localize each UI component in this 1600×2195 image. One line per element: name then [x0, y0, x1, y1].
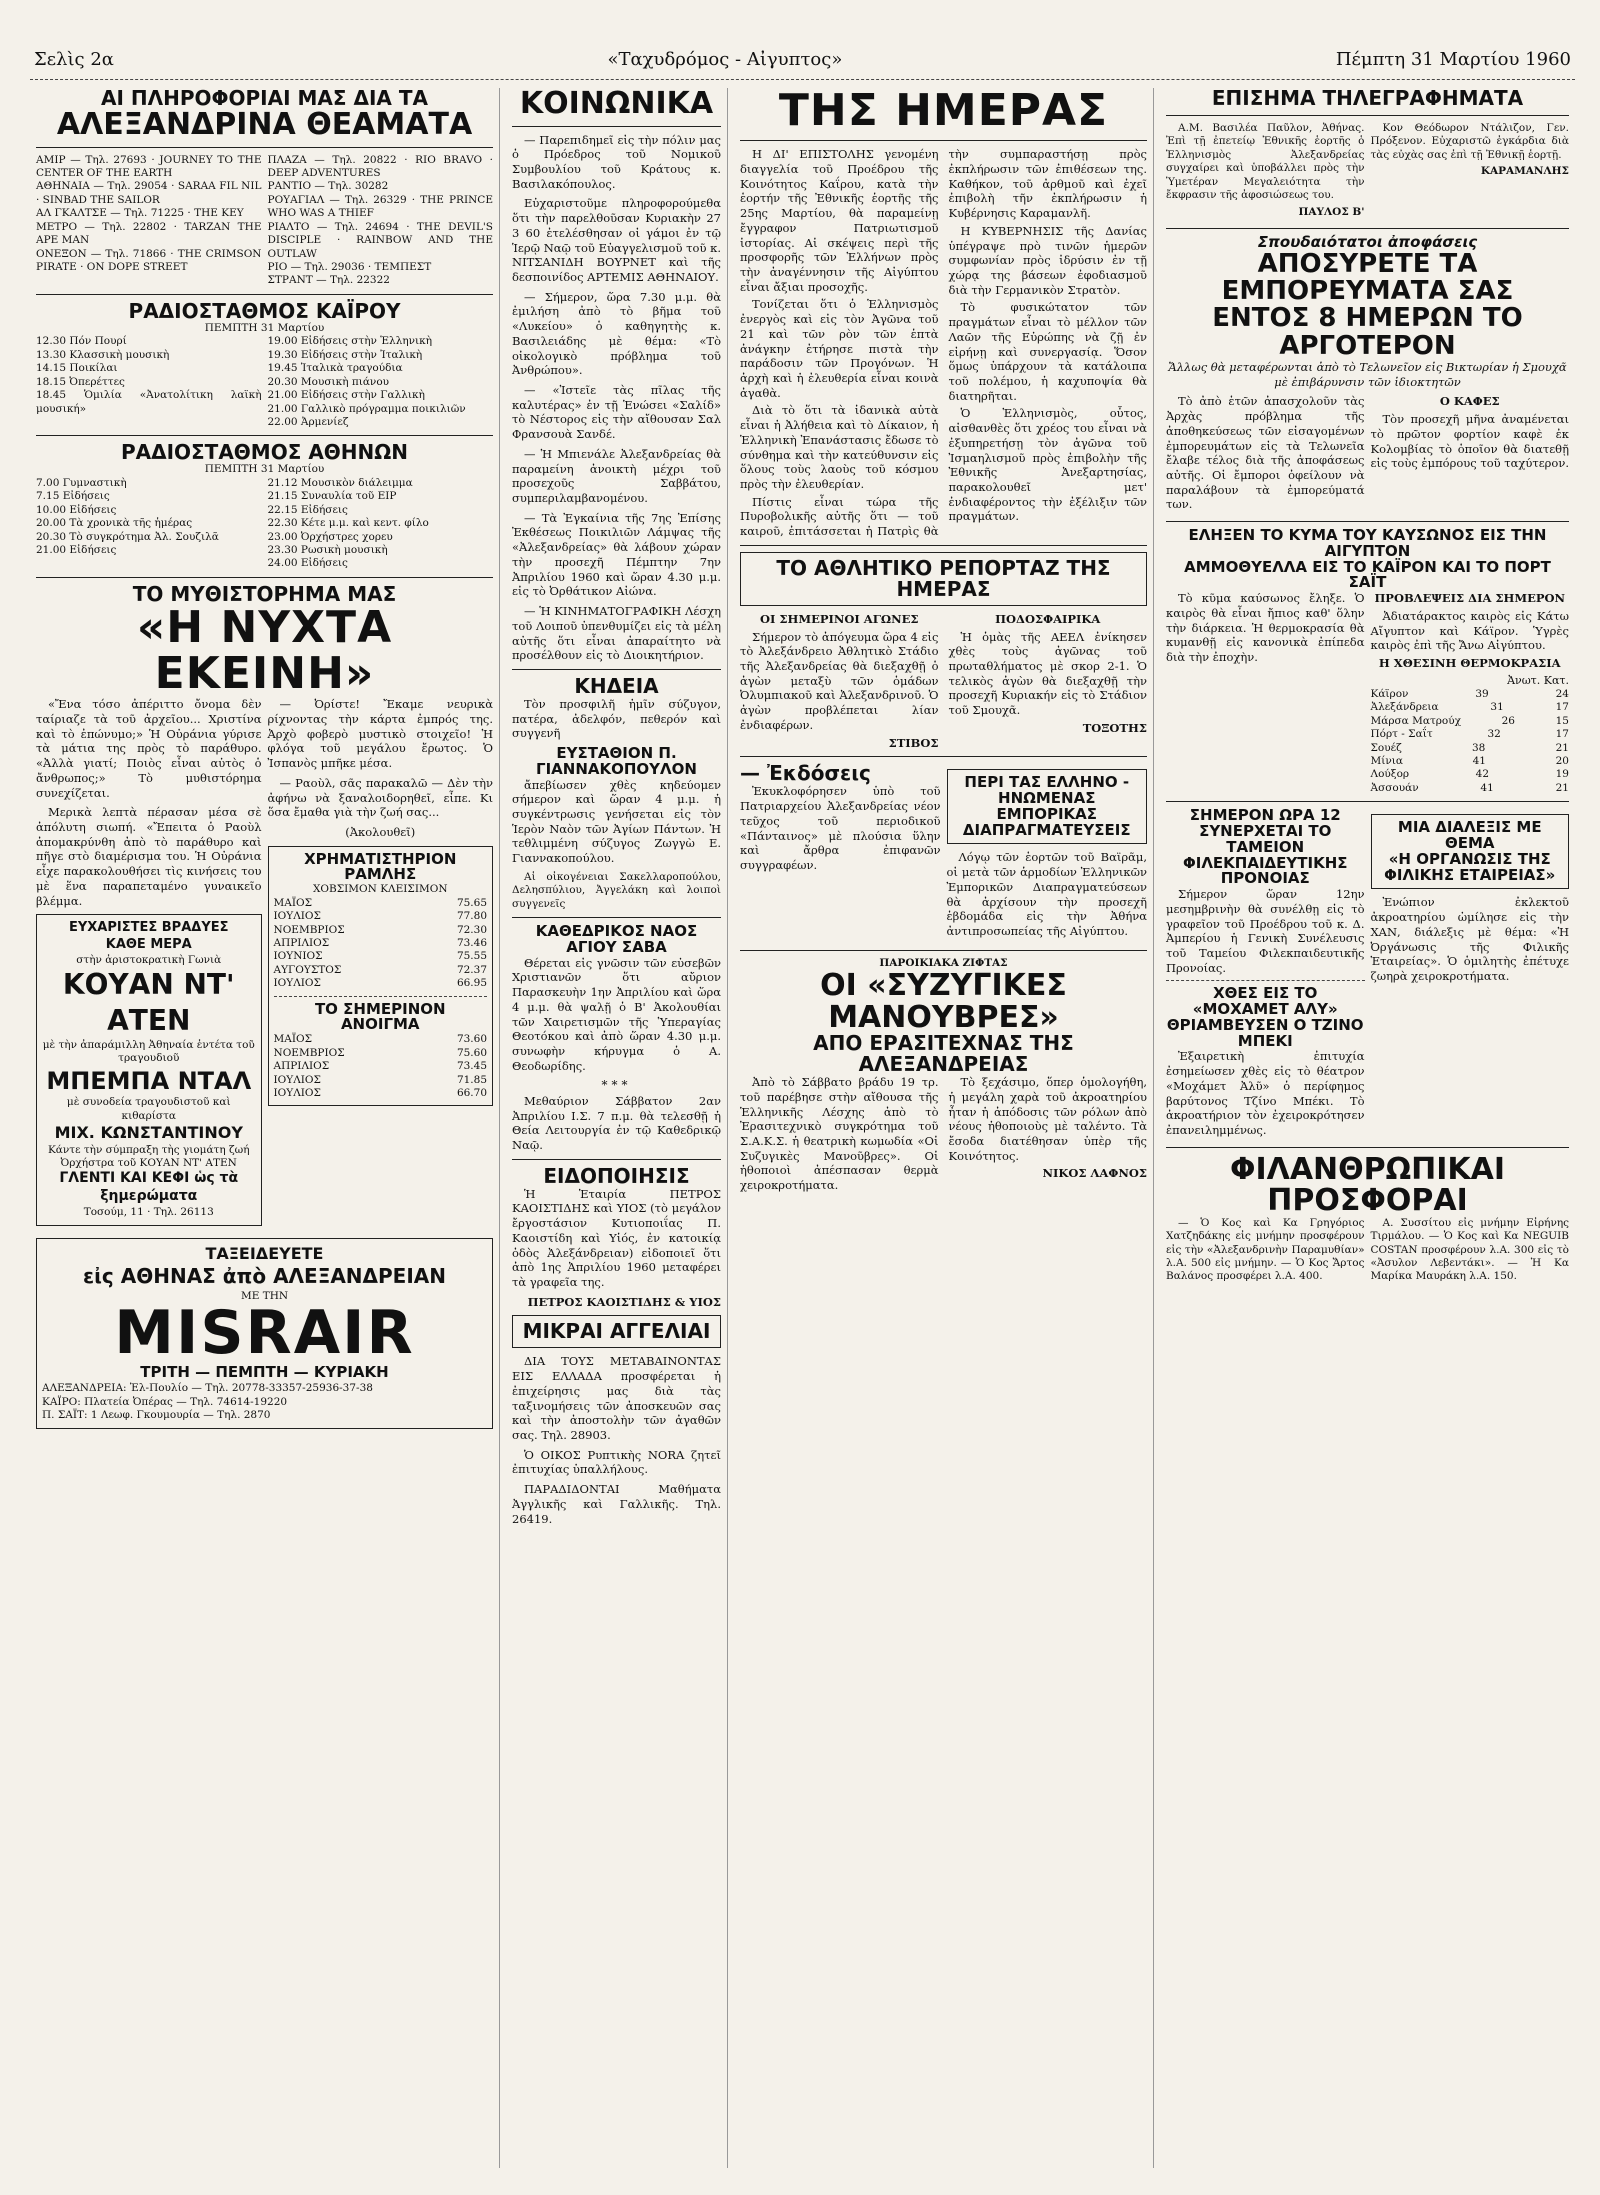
- table-row: [1371, 701, 1570, 714]
- novel-title: «Η ΝΥΧΤΑ ΕΚΕΙΝΗ»: [136, 601, 393, 700]
- table-cell: 75.55: [456, 950, 487, 963]
- table-cell: 73.60: [456, 1033, 487, 1046]
- publications-title: — Ἐκδόσεις: [740, 761, 871, 786]
- column-entertainment: [30, 88, 500, 2168]
- editorial-title: ΤΗΣ ΗΜΕΡΑΣ: [778, 88, 1109, 136]
- ad-line: ΜΕ ΤΗΝ: [240, 1289, 289, 1302]
- table-cell: Πόρτ - Σαΐτ: [1370, 728, 1433, 741]
- table-cell: 17: [1555, 701, 1569, 714]
- trade-text: Λόγῳ τῶν ἑορτῶν τοῦ Βαϊρᾶμ, οἱ μετὰ τῶν ἁρμοδίων Ἑλληνικῶν Ἐμπορικῶν Διαπραγματεύσεων θὰ ἀρχίσουν τὴν προσεχῆ ἑβδομάδα εἰς τὴν Ἀθήνα ἀντιπροσωπείας τῆς Αἰγύπτου.: [946, 850, 1147, 938]
- table-cell: 41: [1472, 755, 1486, 768]
- table-cell: ΙΟΥΝΙΟΣ: [273, 950, 323, 963]
- table-cell: Μάρσα Ματρούχ: [1370, 714, 1462, 727]
- radio-item: 19.30 Εἰδήσεις στὴν Ἰταλικὴ: [267, 348, 423, 361]
- cinema-item: ΡΟΥΑΓΙΑΛ — Τηλ. 26329 · THE PRINCE WHO WAS A THIEF: [267, 193, 493, 220]
- coffee-text: Τὸν προσεχῆ μῆνα ἀναμένεται τὸ πρῶτον φορτίον καφὲ ἐκ Κολομβίας τὸ ὁποῖον θὰ διατεθῇ εἰς τοὺς ἐμπόρους τοῦ ταχύτερον.: [1370, 412, 1570, 471]
- table-cell: ΙΟΥΛΙΟΣ: [273, 910, 321, 923]
- theatre-body: [740, 1075, 1147, 1193]
- social-title: ΚΟΙΝΩΝΙΚΑ: [519, 88, 714, 121]
- cinema-item: ΣΤΡΑΝΤ — Τηλ. 22322: [267, 274, 390, 287]
- temps-title: Η ΧΘΕΣΙΝΗ ΘΕΡΜΟΚΡΑΣΙΑ: [1378, 656, 1561, 671]
- novel-header: ΤΟ ΜΥΘΙΣΤΟΡΗΜΑ ΜΑΣ: [132, 581, 397, 606]
- table-cell: ΝΟΕΜΒΡΙΟΣ: [273, 1046, 345, 1059]
- table-cell: 38: [1472, 741, 1486, 754]
- table-cell: ΑΠΡΙΛΙΟΣ: [273, 936, 330, 949]
- market-today-rows: [274, 1033, 488, 1100]
- telegram-sign: ΚΑΡΑΜΑΝΛΗΣ: [1480, 165, 1569, 178]
- theatre-title2: ΑΠΟ ΕΡΑΣΙΤΕΧΝΑΣ ΤΗΣ ΑΛΕΞΑΝΔΡΕΙΑΣ: [813, 1031, 1074, 1077]
- temps-head: Ἀνωτ. Κατ.: [1507, 673, 1569, 687]
- radio-item: 21.00 Εἰδήσεις στὴν Γαλλικὴ: [267, 389, 425, 402]
- table-cell: 24: [1555, 687, 1569, 700]
- radio-item: 7.00 Γυμναστικὴ: [36, 476, 127, 489]
- cinema-item: ΡΑΝΤΙΟ — Τηλ. 30282: [267, 180, 389, 193]
- coffee-title: Ο ΚΑΦΕΣ: [1439, 394, 1500, 409]
- radio-item: 23.00 Ὀρχήστρες χορευ: [267, 530, 393, 543]
- classified-item: Ὁ ΟΙΚΟΣ Ρυπτικὴς NORA ζητεῖ ἐπιτυχίας ὑπαλλήλους.: [512, 1447, 721, 1477]
- social-item: — Ἡ ΚΙΝΗΜΑΤΟΓΡΑΦΙΚΗ Λέσχη τοῦ Λοιποῦ ὑπενθυμίζει εἰς τὰ μέλη αὐτῆς ὅτι εἶναι ἀπαραίτητο νὰ προσέλθουν εἰς τὸ Διοικητήριον.: [512, 604, 721, 663]
- notice-title: ΕΙΔΟΠΟΙΗΣΙΣ: [543, 1163, 690, 1188]
- sports-sub: ΠΟΔΟΣΦΑΙΡΙΚΑ: [995, 611, 1101, 626]
- sports-box: [740, 552, 1147, 606]
- table-cell: ΑΠΡΙΛΙΟΣ: [273, 1060, 330, 1073]
- radio-item: 10.00 Εἰδήσεις: [36, 503, 117, 516]
- market-box: [268, 846, 494, 1107]
- market-rows: [274, 897, 488, 991]
- table-row: [274, 950, 488, 963]
- charity-text: Α. Συσσίτου εἰς μνήμην Εἰρήνης Τιρμάλου. — Ὁ Κος καὶ Κα ΝΕGUIB COSTAN προσφέρουν λ.Α. 300 εἰς τὸ «Ἀσυλον Λεβεντάκι». — Ἡ Κα Μαρίκα Μαυράκη λ.Α. 150.: [1370, 1216, 1569, 1283]
- ad-line: εἰς ΑΘΗΝΑΣ ἀπὸ ΑΛΕΞΑΝΔΡΕΙΑΝ: [83, 1264, 446, 1289]
- table-row: [1371, 755, 1570, 768]
- cinema-item: ΑΘΗΝΑΙΑ — Τηλ. 29054 · SARAA FIL NIL · SINBAD THE SAILOR: [36, 180, 262, 206]
- radio-item: 22.15 Εἰδήσεις: [267, 503, 348, 516]
- radio-item: 13.30 Κλασσικὴ μουσικὴ: [36, 348, 170, 361]
- info-title2: ΑΛΕΞΑΝΔΡΙΝΑ ΘΕΑΜΑΤΑ: [56, 107, 473, 142]
- ad-line: ΤΑΞΕΙΔΕΥΕΤΕ: [205, 1243, 324, 1263]
- radio-item: 21.12 Μουσικὸν διάλειμμα: [267, 476, 413, 489]
- table-row: [274, 910, 488, 923]
- sports-text: Σήμερον τὸ ἀπόγευμα ὥρα 4 εἰς τὸ Ἀλεξάνδρειο Ἀθλητικὸ Στάδιο τῆς Ἀλεξανδρείας θὰ διεξαχθῇ ὁ ἀγὼν μεταξὺ τῶν ὁμάδων Ὀλυμπιακοῦ καὶ Ἀλεξανδρινοῦ. Ὁ ἀγὼν προβλέπεται λίαν ἐνδιαφέρων.: [740, 629, 939, 732]
- radio-cairo-schedule: [36, 335, 493, 429]
- radio-athens-date: ΠΕΜΠΤΗ 31 Μαρτίου: [204, 463, 325, 476]
- table-cell: 19: [1555, 768, 1569, 781]
- talk-headline2: «Η ΟΡΓΑΝΩΣΙΣ ΤΗΣ ΦΙΛΙΚΗΣ ΕΤΑΙΡΕΙΑΣ»: [1384, 849, 1556, 884]
- radio-item: 20.30 Τὸ συγκρότημα Ἀλ. Σουζιλᾶ: [36, 530, 219, 543]
- temps-table: [1371, 688, 1570, 796]
- editorial-body: [740, 147, 1147, 539]
- cinema-item: ΟΝΕΞΟΝ — Τηλ. 71866 · THE CRIMSON PIRATE · ON DOPE STREET: [36, 247, 262, 273]
- radio-item: 24.00 Εἰδήσεις: [267, 557, 348, 570]
- table-cell: 32: [1487, 728, 1501, 741]
- talk-box: [1371, 814, 1570, 889]
- classified-item: ΠΑΡΑΔΙΔΟΝΤΑΙ Μαθήματα Ἀγγλικῆς καὶ Γαλλικῆς. Τηλ. 26419.: [512, 1482, 721, 1526]
- pub-trade-row: [740, 763, 1147, 943]
- sports-sign: ΣΤΙΒΟΣ: [888, 735, 939, 750]
- ad-line: μὲ τὴν ἀπαράμιλλη Ἀθηναία ἑντέτα τοῦ τραγουδιοῦ: [42, 1038, 255, 1065]
- table-cell: 71.85: [456, 1073, 487, 1086]
- table-cell: 73.45: [456, 1060, 487, 1073]
- table-row: [274, 924, 488, 937]
- cinema-item: ΡΙΑΛΤΟ — Τηλ. 24694 · THE DEVIL'S DISCIPLE · RAINBOW AND THE OUTLAW: [267, 220, 493, 260]
- ad-singer: ΜΠΕΜΠΑ ΝΤΑΛ: [46, 1066, 252, 1095]
- cinema-item: ΑΜΙΡ — Τηλ. 27693 · JOURNEY TO THE CENTER OF THE EARTH: [36, 153, 262, 179]
- table-row: [274, 964, 488, 977]
- radio-cairo-date: ΠΕΜΠΤΗ 31 Μαρτίου: [204, 321, 325, 334]
- ad-phone: Τοσούμ, 11 · Τηλ. 26113: [83, 1206, 214, 1219]
- telegram-sign: ΠΑΥΛΟΣ Β': [1298, 205, 1365, 218]
- charity-title: ΦΙΛΑΝΘΡΩΠΙΚΑΙ ΠΡΟΣΦΟΡΑΙ: [1229, 1151, 1506, 1219]
- theatre-kicker: ΠΑΡΟΙΚΙΑΚΑ ΖΙΦΤΑΣ: [879, 956, 1008, 969]
- issue-date: Πέμπτη 31 Μαρτίου 1960: [1332, 49, 1575, 70]
- urgent-sub: Ἄλλως θὰ μεταφέρωνται ἀπὸ τὸ Τελωνεῖον εἰς Βικτωρίαν ἡ Σμουχᾶ μὲ ἐπιβάρυνσιν τῶν ἰδιοκτητῶν: [1168, 360, 1567, 389]
- radio-item: 21.00 Εἰδήσεις: [36, 544, 117, 556]
- radio-athens-schedule: [36, 477, 493, 571]
- trade-box: [947, 769, 1148, 844]
- column-news: [1160, 88, 1575, 2168]
- theatre-text: Ἀπὸ τὸ Σάββατο βράδυ 19 τρ. τοῦ παρέβησε στὴν αἴθουσα τῆς Ἑλληνικῆς Λέσχης ἀπὸ τὸ Ἐρασιτεχνικὸ συγκρότημα τοῦ Σ.Α.Κ.Σ. ἡ θεατρικὴ κωμωδία «Οἱ Συζυγικὲς Μανοῦβρες». Οἱ ἡθοποιοὶ ἀπέσπασαν θερμὰ χειροκροτήματα.: [740, 1075, 939, 1193]
- table-row: [274, 1047, 488, 1060]
- table-row: [274, 1087, 488, 1100]
- radio-item: 7.15 Εἰδήσεις: [36, 490, 110, 503]
- telegrams-title: ΕΠΙΣΗΜΑ ΤΗΛΕΓΡΑΦΗΜΑΤΑ: [1211, 88, 1524, 110]
- radio-cairo-title: ΡΑΔΙΟΣΤΑΘΜΟΣ ΚΑΪΡΟΥ: [128, 298, 401, 323]
- sports-sub: ΟΙ ΣΗΜΕΡΙΝΟΙ ΑΓΩΝΕΣ: [759, 611, 919, 626]
- table-cell: ΑΥΓΟΥΣΤΟΣ: [273, 963, 342, 976]
- ad-musician: ΜΙΧ. ΚΩΝΣΤΑΝΤΙΝΟΥ: [54, 1123, 243, 1143]
- newspaper-page: [30, 40, 1575, 2170]
- charity-text: — Ὁ Κος καὶ Κα Γρηγόριος Χατζηδάκης εἰς μνήμην προσφέρουν εἰς τὴν «Ἀλεξανδρινὴν Παραμυθίαν» λ.Α. 500 εἰς μνήμην. — Ὁ Κος Ἄρτος Βαλάνος προσφέρει λ.Α. 400.: [1166, 1216, 1365, 1283]
- table-cell: ΝΟΕΜΒΡΙΟΣ: [273, 923, 345, 936]
- telegram-text: Κον Θεόδωρον Ντάλιζον, Γεν. Πρόξενον. Εὐχαριστῶ ἐγκάρδια διὰ τὰς εὐχὰς σας ἐπὶ τῇ Ἐθνικῇ ἑορτῇ.: [1370, 122, 1569, 161]
- weather-headline: ΕΛΗΞΕΝ ΤΟ ΚΥΜΑ ΤΟΥ ΚΑΥΣΩΝΟΣ ΕΙΣ ΤΗΝ ΑΙΓΥΠΤΟΝ: [1188, 526, 1547, 560]
- social-item: — Παρεπιδημεῖ εἰς τὴν πόλιν μας ὁ Πρόεδρος τοῦ Νομικοῦ Συμβουλίου τοῦ Κράτους κ. Βασιλακόπουλος.: [512, 132, 721, 191]
- forecast-text: Ἀδιατάρακτος καιρὸς εἰς Κάτω Αἴγυπτον καὶ Κάϊρον. Ὑγρὲς καιρὸς ἐπὶ τῆς Ἄνω Αἰγύπτου.: [1370, 608, 1569, 653]
- urgent-headline2: ΕΝΤΟΣ 8 ΗΜΕΡΩΝ ΤΟ ΑΡΓΟΤΕΡΟΝ: [1212, 303, 1523, 361]
- misrair-ad: [36, 1238, 493, 1429]
- table-cell: 39: [1475, 687, 1489, 700]
- table-cell: 41: [1480, 781, 1494, 794]
- table-cell: 72.30: [456, 923, 487, 936]
- novel-paragraph: — Ραοὺλ, σᾶς παρακαλῶ — Δὲν τὴν ἀφήνω νὰ ξαναλοιδορηθεῖ, εἶπε. Κι ὅσα ἔμαθα γιὰ τὴν ζωή σας...: [267, 775, 493, 820]
- table-row: [1371, 782, 1570, 795]
- classifieds-title: ΜΙΚΡΑΙ ΑΓΓΕΛΙΑΙ: [522, 1319, 711, 1344]
- radio-item: 18.15 Ὀπερέττες: [36, 375, 125, 388]
- sports-body: [740, 612, 1147, 750]
- editorial-paragraph: Πίστις εἶναι τώρα τῆς Πυροβολικῆς αὐτῆς ὅτι — τοῦ καιροῦ, ἐπιτάσσεται ἡ Πατρὶς θὰ τὴν συμπαραστήσῃ πρὸς ἐκπλήρωσιν τῶν ἐπιθέσεων της. Καθήκον, τοῦ ἀρθμοῦ καὶ ἐχεῖ ἐπιβολὴ τῆν ἐκπλήρωσιν ἡ Κυβέρνησις Καραμανλῆ.: [740, 147, 1147, 539]
- urgent-headline: ΑΠΟΣΥΡΕΤΕ ΤΑ ΕΜΠΟΡΕΥΜΑΤΑ ΣΑΣ: [1221, 248, 1514, 307]
- table-cell: ΜΑΪΟΣ: [273, 896, 313, 909]
- table-cell: 15: [1555, 714, 1569, 727]
- table-cell: 75.65: [456, 896, 487, 909]
- novel-paragraph: Μερικὰ λεπτὰ πέρασαν μέσα σὲ ἀπόλυτη σιωπή. «Ἔπειτα ὁ Ραοὺλ ἀπομακρύνθη ἀπὸ τὸ παράθυρο καὶ πῆγε στὸ διαμέρισμα του. Ἡ Οὐράνια εἶχε παρακολουθήσει τὶς κινήσεις του μὲ ἕνα παραπεταμένο γυναικεῖο βλέμμα.: [36, 805, 262, 908]
- classified-item: ΔΙΑ ΤΟΥΣ ΜΕΤΑΒΑΙΝΟΝΤΑΣ ΕΙΣ ΕΛΛΑΔΑ προσφέρεται ἡ ἐπιχείρησις μας διὰ τὰς ταξινομήσεις τῶν ἀποσκευῶν σας καὶ τὴν ἀποστολὴν τῶν ἀγαθῶν σας. Τηλ. 28903.: [512, 1354, 721, 1443]
- funeral-title: ΚΗΔΕΙΑ: [574, 673, 659, 698]
- ad-venue-name: ΚΟΥΑΝ ΝΤ' ΑΤΕΝ: [62, 968, 235, 1037]
- forecast-title: ΠΡΟΒΛΕΨΕΙΣ ΔΙΑ ΣΗΜΕΡΟΝ: [1374, 591, 1566, 606]
- paper-name: «Ταχυδρόμος - Αἰγυπτος»: [603, 49, 846, 70]
- editorial-paragraph: Διὰ τὸ ὅτι τὰ ἰδανικὰ αὐτὰ εἶναι ἡ Ἀλήθεια καὶ τὸ Δίκαιον, ἡ Ἑλληνικὴ Ἐπανάστασις ἔδωσε τὸ σύνθημα καὶ τὴν κατεύθυνσιν εἰς ὅλους τοὺς λαοὺς τοῦ κόσμου πρὸς τὴν ἐλευθερίαν.: [740, 403, 939, 491]
- cinema-listings: [36, 154, 493, 288]
- table-cell: ΙΟΥΛΙΟΣ: [273, 1086, 321, 1099]
- table-cell: 72.37: [456, 963, 487, 976]
- radio-item: 22.30 Κέτε μ.μ. καὶ κεντ. φίλο: [267, 517, 429, 530]
- column-social: [506, 88, 728, 2168]
- ad-line: μὲ συνοδεία τραγουδιστοῦ καὶ κιθαρίστα: [66, 1096, 231, 1122]
- concert-headline: ΧΘΕΣ ΕΙΣ ΤΟ «ΜΟΧΑΜΕΤ ΑΛΥ»: [1192, 984, 1338, 1019]
- church-text: Θέρεται εἰς γνῶσιν τῶν εὐσεβῶν Χριστιανῶν ὅτι αὔριον Παρασκευὴν 1ην Ἀπριλίου καὶ ὥρα 4 μ.μ. θὰ ψαλῇ ὁ Β' Ἀκολουθίαι τῶν Χαιρετισμῶν τῆς Ὑπεραγίας Θεοτόκου καὶ ἀπὸ ὥραν 4.30 μ.μ. συνωφὴν κήρυγμα ὁ Α. Θεοδωρίδης.: [512, 955, 721, 1073]
- table-cell: 75.60: [456, 1046, 487, 1059]
- kuan-nt-aten-ad: [36, 914, 262, 1225]
- radio-item: 20.30 Μουσικὴ πιάνου: [267, 375, 390, 388]
- table-cell: ΙΟΥΛΙΟΣ: [273, 1073, 321, 1086]
- table-cell: 20: [1555, 755, 1569, 768]
- table-row: [274, 1074, 488, 1087]
- ad-days: ΤΡΙΤΗ — ΠΕΜΠΤΗ — ΚΥΡΙΑΚΗ: [140, 1363, 389, 1382]
- table-cell: 21: [1555, 741, 1569, 754]
- misrair-logo: MISRAIR: [114, 1298, 415, 1369]
- cinema-item: ΜΕΤΡΟ — Τηλ. 22802 · TARZAN THE APE MAN: [36, 220, 262, 247]
- sports-title: ΤΟ ΑΘΛΗΤΙΚΟ ΡΕΠΟΡΤΑΖ ΤΗΣ ΗΜΕΡΑΣ: [776, 555, 1111, 601]
- social-item: — Ἡ Μπιενάλε Ἀλεξανδρείας θὰ παραμείνη ἀνοικτὴ μέχρι τοῦ προσεχοῦς Σαββάτου, συμπεριλαμβανομένου.: [512, 446, 721, 506]
- social-item: — Τὰ Ἐγκαίνια τῆς 7ης Ἐπίσης Ἐκθέσεως Ποικιλιῶν Λάμψας τῆς «Ἀλεξανδρείας» θὰ λάβουν χώραν τὴν προσεχῆ Πέμπτην 7ην Ἀπριλίου 1960 καὶ ὥραν 4.30 μ.μ. εἰς τὸ Ὀρθάτικον Αἰώνα.: [512, 510, 721, 599]
- table-cell: Λούξορ: [1370, 768, 1410, 781]
- church-text2: Μεθαύριον Σάββατον 2αν Ἀπριλίου Ι.Σ. 7 π.μ. θὰ τελεσθῇ ἡ Θεία Λειτουργία ἐν τῷ Καθεδρικῷ Ναῷ.: [512, 1093, 721, 1152]
- charity-body: [1166, 1217, 1569, 1287]
- market-today-title: ΤΟ ΣΗΜΕΡΙΝΟΝ ΑΝΟΙΓΜΑ: [314, 999, 446, 1034]
- telegram-text: Α.Μ. Βασιλέα Παῦλον, Ἀθήνας. Ἐπὶ τῇ ἐπετείῳ Ἐθνικῆς ἑορτῆς ὁ Ἑλληνισμὸς Ἀλεξανδρείας συγχαίρει καὶ ὑποβάλλει πρὸς τὴν Ὑμετέραν Μεγαλειότητα τὴν ἔκφρασιν τῆς ἀφοσιώσεως του.: [1166, 122, 1365, 202]
- table-row: [1371, 688, 1570, 701]
- fund-text: Σήμερον ὥραν 12ην μεσημβρινὴν θὰ συνέλθῃ εἰς τὸ γραφεῖον τοῦ Προέδρου τοῦ κ. Δ. Ἀμπερίου ἡ Γενικὴ Συνέλευσις τοῦ Ταμείου Φιλεκπαιδευτικῆς Προνοίας.: [1166, 887, 1365, 975]
- table-cell: 26: [1501, 714, 1515, 727]
- table-cell: 73.46: [456, 936, 487, 949]
- table-cell: 17: [1555, 728, 1569, 741]
- table-row: [274, 1060, 488, 1073]
- ad-line: στὴν ἀριστοκρατικὴ Γωνιὰ: [76, 953, 222, 966]
- publications-text: Ἐκυκλοφόρησεν ὑπὸ τοῦ Πατριαρχείου Ἀλεξανδρείας νέον τεῦχος τοῦ περιοδικοῦ «Πάνταινος» μὲ πλούσια ὕλην καὶ ἄρθρα ἐπιφανῶν συγγραφέων.: [740, 784, 941, 872]
- social-item: — «Ἱστεῖε τὰς πῖλας τῆς καλυτέρας» ἐν τῇ Ἑνώσει «Σαλίδ» τὸ Νέστορος εἰς τὴν αἴθουσαν Σαλ Φρανσουὰ Σανδέ.: [512, 383, 721, 442]
- radio-item: 18.45 Ὁμιλία «Ἀνατολίτικη λαϊκὴ μουσική»: [36, 389, 262, 415]
- ad-contact: ΚΑΪΡΟ: Πλατεία Ὀπέρας — Τηλ. 74614-19220: [42, 1395, 288, 1408]
- table-cell: ΙΟΥΛΙΟΣ: [273, 977, 321, 990]
- fund-talk-row: [1166, 808, 1569, 1140]
- editorial-paragraph: Η ΔΙ' ΕΠΙΣΤΟΛΗΣ γενομένη διαγγελία τοῦ Προέδρου τῆς Κοινότητος Καΐρου, κατὰ τὴν ἑορτήν τῆς Ἐθνικῆς ἑορτῆς τῆς 25ης Μαρτίου, θὰ παραμείνῃ ἔγγραφον Πατριωτισμοῦ ἱστορίας. Αἱ σκέψεις περὶ τῆς προσφορῆς τῶν Ἑλλήνων πρὸς τὴν ἀναγέννησιν τῆς Αἰγύπτου εἶναι ἄξιαι προσοχῆς.: [740, 147, 939, 294]
- theatre-sign: ΝΙΚΟΣ ΛΑΦΝΟΣ: [1042, 1166, 1147, 1181]
- table-cell: Ἀσσουάν: [1370, 781, 1419, 794]
- novel-continue: (Ἀκολουθεῖ): [345, 825, 416, 839]
- table-row: [1371, 715, 1570, 728]
- urgent-body: [1166, 394, 1569, 515]
- table-row: [1371, 768, 1570, 781]
- funeral-intro: Τὸν προσφιλῆ ἡμῖν σύζυγον, πατέρα, ἀδελφόν, πεθερόν καὶ συγγενῆ: [512, 696, 721, 741]
- table-row: [274, 1033, 488, 1046]
- editorial-paragraph: Τονίζεται ὅτι ὁ Ἑλληνισμὸς ἐνεργὸς καὶ εἰς τὸν Ἀγῶνα τοῦ 21 καὶ τῶν ρὸν τῶν ἑπτὰ ἀνάγκην ἐτήρησε πιστὰ τὴν παράδοσιν τῶν Προγόνων. Ἡ ἀρχὴ καὶ ἡ ἐλευθερία εἶναι κοινὰ ἀγαθὰ.: [740, 297, 939, 400]
- market-sub: ΧΟΒΣΙΜΟΝ ΚΛΕΙΣΙΜΟΝ: [312, 883, 448, 896]
- novel-paragraph: — Ὀρίστε! Ἔκαμε νευρικὰ ρίχνοντας τὴν κάρτα ἐμπρός της. Ἀρχὸ φοβερὸ μυστικὸ στοιχεῖο! Ἡ φλόγα τοῦ μεγάλου ἔρωτος. Ὁ Ἰσπανὸς μπῆκε μέσα.: [267, 697, 493, 771]
- editorial-paragraph: Τὸ φυσικώτατον τῶν πραγμάτων εἶναι τὸ μέλλον τῶν Λαῶν τῆς Εὐρώπης νὰ ζῇ ἐν εἰρήνῃ καὶ συνεργασίᾳ. Ὅσον ὅμως ὑπάρχουν τὰ κατάλοιπα τοῦ πολέμου, ἡ καχυποψία θὰ διατηρῆται.: [948, 300, 1147, 403]
- table-cell: 66.70: [456, 1086, 487, 1099]
- sports-sign: ΤΟΞΟΤΗΣ: [1082, 720, 1147, 735]
- telegrams-body: [1166, 122, 1569, 222]
- weather-body: [1166, 591, 1569, 795]
- ad-line: ΕΥΧΑΡΙΣΤΕΣ ΒΡΑΔΥΕΣ: [68, 920, 229, 936]
- radio-item: 14.15 Ποικίλαι: [36, 362, 118, 375]
- novel-body: [36, 697, 493, 1231]
- notice-sign: ΠΕΤΡΟΣ ΚΑΟΙΣΤΙΔΗΣ & ΥΙΟΣ: [527, 1294, 721, 1309]
- concert-headline2: ΘΡΙΑΜΒΕΥΣΕΝ Ο ΤΖΙΝΟ ΜΠΕΚΙ: [1166, 1015, 1364, 1050]
- radio-item: 23.30 Ρωσικὴ μουσικὴ: [267, 544, 388, 556]
- info-title: ΑΙ ΠΛΗΡΟΦΟΡΙΑΙ ΜΑΣ ΔΙΑ ΤΑ: [101, 88, 428, 110]
- table-row: [274, 937, 488, 950]
- ad-contact: Π. ΣΑΪΤ: 1 Λεωφ. Γκουμουρία — Τηλ. 2870: [42, 1409, 271, 1422]
- page-number: Σελὶς 2α: [30, 49, 118, 70]
- urgent-text: Τὸ ἀπὸ ἑτῶν ἀπασχολοῦν τὰς Ἀρχὰς πρόβλημα τῆς ἀποθηκεύσεως τῶν εἰσαγομένων ἐμπορευμάτων εἰς τὰ Τελωνεῖα ἔλαβε τέλος διὰ τῆς ἀποφάσεως αὐτῆς. Οἱ ἔμποροι ὀφείλουν νὰ παραλάβουν τὰ ἐμπορεύματά των.: [1166, 394, 1365, 512]
- funeral-sign: Αἱ οἰκογένειαι Σακελλαροπούλου, Δελησπύλιου, Ἀγγελάκη καὶ λοιποὶ συγγενεῖς: [512, 870, 721, 910]
- theatre-title: ΟΙ «ΣΥΖΥΓΙΚΕΣ ΜΑΝΟΥΒΡΕΣ»: [820, 968, 1067, 1035]
- table-cell: 21: [1555, 781, 1569, 794]
- table-cell: Σουέζ: [1370, 741, 1402, 754]
- radio-item: 21.00 Γαλλικὸ πρόγραμμα ποικιλιῶν: [267, 402, 466, 415]
- table-row: [274, 897, 488, 910]
- table-row: [1371, 742, 1570, 755]
- column-editorial: [734, 88, 1154, 2168]
- radio-item: 12.30 Πόν Πουρί: [36, 335, 127, 348]
- editorial-paragraph: Ὁ Ἑλληνισμὸς, οὗτος, αἰσθανθὲς ὅτι χρέος του εἶναι νὰ ἐξυπηρετήσῃ τὸν ἀγῶνα τοῦ Ἰσμαηλισμοῦ πρὸς ἐπιβολὴν τῆς Ἐθνικῆς Ἀνεξαρτησίας, παρακολουθεῖ μετ' ἐνδιαφέροντος τὴν ἐξέλιξιν τῶν πραγμάτων.: [948, 406, 1147, 524]
- table-cell: Κάϊρον: [1370, 687, 1409, 700]
- table-cell: 42: [1475, 768, 1490, 781]
- ad-line: Κάντε τὴν σύμπραξη τὴς γιομάτη ζωή Ὀρχήστρα τοῦ ΚΟΥΑΝ ΝΤ' ΑΤΕΝ: [47, 1143, 250, 1170]
- concert-text: Ἐξαιρετικὴ ἐπιτυχία ἐσημείωσεν χθὲς εἰς τὸ θέατρον «Μοχάμετ Ἀλῦ» ὁ περίφημος βαρύτονος Τζίνο Μπέκι. Τὸ ἀκροατήριον τὸν ἐχειροκρότησεν ἐπανειλημμένως.: [1166, 1049, 1365, 1138]
- radio-item: 21.15 Συναυλία τοῦ ΕΙΡ: [267, 490, 397, 503]
- talk-headline: ΜΙΑ ΔΙΑΛΕΞΙΣ ΜΕ ΘΕΜΑ: [1397, 818, 1542, 853]
- theatre-text: Τὸ ξεχάσιμο, ὅπερ ὁμολογήθη, ἡ μεγάλη χαρὰ τοῦ ἀκροατηρίου ἦταν ἡ ἀπόδοσις τῶν ρόλων ἀπὸ νέους ἡθοποιοὺς μὲ ταλέντο. Τὰ ἔσοδα διατέθησαν ὑπὲρ τῆς Κοινότητος.: [948, 1075, 1147, 1163]
- cinema-item: ΡΙΟ — Τηλ. 29036 · ΤΕΜΠΕΣΤ: [267, 261, 432, 273]
- ad-line: ΓΛΕΝΤΙ ΚΑΙ ΚΕΦΙ ὡς τὰ ξημερώματα: [59, 1170, 239, 1205]
- editorial-paragraph: Η ΚΥΒΕΡΝΗΣΙΣ τῆς Δανίας ὑπέγραψε πρὸ τινῶν ἡμερῶν συμφωνίαν πρὸς ἰδρύσιν ἐν τῇ χώρᾳ της βάσεων ἐφοδιασμοῦ διὰ τὴν Γερμανικὸν Στρατὸν.: [948, 223, 1147, 297]
- fund-headline: ΣΗΜΕΡΟΝ ΩΡΑ 12 ΣΥΝΕΡΧΕΤΑΙ ΤΟ ΤΑΜΕΙΟΝ ΦΙΛΕΚΠΑΙΔΕΥΤΙΚΗΣ ΠΡΟΝΟΙΑΣ: [1182, 806, 1348, 888]
- table-cell: 31: [1490, 701, 1504, 714]
- cinema-item: ΠΛΑΖΑ — Τηλ. 20822 · RIO BRAVO · DEEP ADVENTURES: [267, 153, 493, 179]
- table-cell: Ἀλεξάνδρεια: [1370, 701, 1439, 714]
- table-row: [274, 977, 488, 990]
- market-title: ΧΡΗΜΑΤΙΣΤΗΡΙΟΝ ΡΑΜΛΗΣ: [304, 849, 457, 884]
- weather-headline2: ΑΜΜΟΘΥΕΛΛΑ ΕΙΣ ΤΟ ΚΑΪΡΟΝ ΚΑΙ ΤΟ ΠΟΡΤ ΣΑΪΤ: [1184, 557, 1551, 592]
- weather-text: Τὸ κῦμα καύσωνος ἔληξε. Ὁ καιρὸς θὰ εἶναι ἤπιος καθ' ὅλην τὴν διάρκεια. Ἡ θερμοκρασία θὰ κυμανθῇ εἰς κανονικὰ ἐπίπεδα διὰ τὴν ἐποχὴν.: [1166, 591, 1365, 665]
- table-cell: Μίνια: [1370, 755, 1403, 768]
- radio-item: 20.00 Τὰ χρονικὰ τῆς ἡμέρας: [36, 517, 193, 530]
- funeral-text: ἄπεβίωσεν χθὲς κηδεύομεν σήμερον καὶ ὥραν 4 μ.μ. ἡ συγκέντρωσις γενήσεται εἰς τὸν Ἱερὸν Ναὸν τῶν Ἀγίων Πάντων. Ἡ τεθλιμμένη σύζυγος Ζωγγὼ Ε. Γιαννακοπούλου.: [512, 777, 721, 866]
- social-item: — Σήμερον, ὥρα 7.30 μ.μ. θὰ ἐμιλήση ἀπὸ τὸ βῆμα τοῦ «Λυκείου» ὁ καθηγητὴς κ. Βασιλειάδης μὲ θέμα: «Τὸ οἰκολογικὸ πρόβλημα τοῦ Ἀνθρώπου».: [512, 289, 721, 378]
- table-cell: 77.80: [456, 910, 487, 923]
- ad-line: ΚΑΘΕ ΜΕΡΑ: [105, 936, 192, 952]
- cinema-item: ΑΛ ΓΚΑΛΤΣΕ — Τηλ. 71225 · THE KEY: [36, 207, 244, 220]
- radio-item: 22.00 Ἀρμενίεζ: [267, 415, 349, 428]
- novel-paragraph: «Ἔνα τόσο ἀπέριττο ὄνομα δὲν ταίριαζε τὰ τοῦ ἀρχεῖου... Χριστίνα καὶ τὸ ἐπώνυμο;» Ἡ Οὐράνια γύρισε τὰ μάτια της πρὸς τὸ παράθυρο. «Ἀλλὰ γιατί; Ποιὸς εἶναι αὐτὸς ὁ ἄνθρωπος;» Τὸ μυθιστόρημα συνεχίζεται.: [36, 697, 262, 800]
- masthead: [30, 40, 1575, 80]
- table-row: [1371, 728, 1570, 741]
- trade-title: ΠΕΡΙ ΤΑΣ ΕΛΛΗΝΟ - ΗΝΩΜΕΝΑΣ ΕΜΠΟΡΙΚΑΣ ΔΙΑΠΡΑΓΜΑΤΕΥΣΕΙΣ: [962, 773, 1131, 839]
- radio-item: 19.00 Εἰδήσεις στὴν Ἑλληνικὴ: [267, 335, 433, 348]
- church-title: ΚΑΘΕΔΡΙΚΟΣ ΝΑΟΣ ΑΓΙΟΥ ΣΑΒΑ: [535, 922, 698, 956]
- social-item: Εὐχαριστοῦμε πληροφορούμεθα ὅτι τὴν παρελθοῦσαν Κυριακὴν 27 3 60 ἐτελέσθησαν οἱ γάμοι ἐν τῷ Ἱερῷ Ναῷ τοῦ Εὐαγγελισμοῦ τοῦ κ. ΝΙΤΣΑΝΙΔΗ ΒΟΥΡΝΕΤ καὶ τῆς δεσποινίδος ΑΡΤΕΜΙΣ ΑΘΗΝΑΙΟΥ.: [512, 196, 721, 284]
- table-cell: 66.95: [456, 977, 487, 990]
- ad-contact: ΑΛΕΞΑΝΔΡΕΙΑ: Ἐλ-Πουλίο — Τηλ. 20778-33357-25936-37-38: [42, 1382, 373, 1395]
- notice-text: Ἡ Ἑταιρία ΠΕΤΡΟΣ ΚΑΟΙΣΤΙΔΗΣ καὶ ΥΙΟΣ (τὸ μεγάλον ἔργοστάσιον Κυτιοποιΐας Π. Καοιστίδη καὶ Υἱός, ἐν κατοικίᾳ ὁδὸς Ἀλεξάνδρειαν) εἰδοποιεῖ ὅτι ἀπὸ 1ης Ἀπριλίου 1960 μεταφέρει τὰ γραφεῖα της.: [512, 1186, 721, 1290]
- divider-stars: ***: [601, 1078, 632, 1093]
- urgent-kicker: Σπουδαιότατοι ἀποφάσεις: [1257, 233, 1478, 252]
- sports-text: Ἡ ὁμὰς τῆς ΑΕΕΛ ἐνίκησεν χθὲς τοὺς ἀγῶνας τοῦ πρωταθλήματος μὲ σκορ 2-1. Ὁ τελικὸς ἀγὼν θὰ διεξαχθῇ τὴν προσεχῆ Κυριακήν εἰς τὸ Στάδιον τοῦ Σμουχᾶ.: [948, 629, 1147, 718]
- funeral-name: ΕΥΣΤΑΘΙΟΝ Π. ΓΙΑΝΝΑΚΟΠΟΥΛΟΝ: [536, 744, 697, 778]
- talk-text: Ἐνώπιον ἐκλεκτοῦ ἀκροατηρίου ὡμίλησε εἰς τὴν ΧΑΝ, διάλεξις μὲ θέμα: «Ἡ Ὀργάνωσις τῆς Φιλικῆς Ἑταιρείας». Ὁ ὁμιλητὴς ἐπέτυχε ζωηρὰ χειροκροτήματα.: [1370, 895, 1569, 983]
- radio-item: 19.45 Ἰταλικὰ τραγούδια: [267, 362, 403, 375]
- classifieds-box: [512, 1315, 721, 1348]
- table-cell: ΜΑΪΟΣ: [273, 1033, 313, 1046]
- radio-athens-title: ΡΑΔΙΟΣΤΑΘΜΟΣ ΑΘΗΝΩΝ: [120, 440, 409, 465]
